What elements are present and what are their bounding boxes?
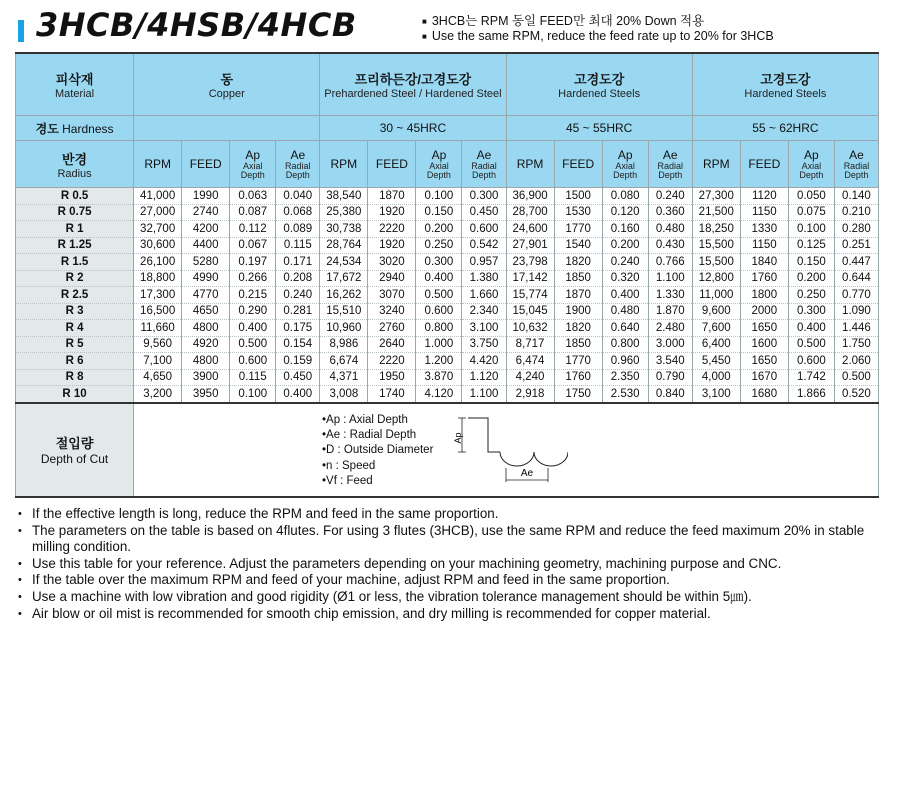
depth-legend	[322, 413, 433, 489]
value-cell: 0.150	[416, 204, 462, 221]
value-cell: 1900	[554, 303, 602, 320]
value-cell: 18,800	[134, 270, 182, 287]
value-cell: 0.159	[276, 353, 320, 370]
value-cell: 4400	[182, 237, 230, 254]
value-cell: 2760	[368, 320, 416, 337]
value-cell: 4,650	[134, 369, 182, 386]
value-cell: 2.350	[602, 369, 648, 386]
value-cell: 1.120	[462, 369, 506, 386]
subheader-rpm: RPM	[134, 141, 182, 188]
value-cell: 0.080	[602, 188, 648, 205]
value-cell: 0.447	[834, 254, 878, 271]
value-cell: 1.380	[462, 270, 506, 287]
value-cell: 4,000	[692, 369, 740, 386]
value-cell: 0.400	[230, 320, 276, 337]
value-cell: 4.420	[462, 353, 506, 370]
legend-item: • Ap : Axial Depth	[322, 413, 433, 428]
value-cell: 0.171	[276, 254, 320, 271]
value-cell: 17,300	[134, 287, 182, 304]
value-cell: 1770	[554, 353, 602, 370]
value-cell: 1870	[368, 188, 416, 205]
hardness-45-55: 45 ~ 55HRC	[506, 116, 692, 141]
value-cell: 0.050	[788, 188, 834, 205]
subheader-ap: Ap Axial Depth	[788, 141, 834, 188]
subheader-rpm: RPM	[692, 141, 740, 188]
value-cell: 0.320	[602, 270, 648, 287]
value-cell: 0.957	[462, 254, 506, 271]
value-cell: 0.063	[230, 188, 276, 205]
value-cell: 3020	[368, 254, 416, 271]
radius-cell: R 2	[16, 270, 134, 287]
value-cell: 1820	[554, 254, 602, 271]
value-cell: 0.068	[276, 204, 320, 221]
radius-cell: R 3	[16, 303, 134, 320]
value-cell: 3,008	[320, 386, 368, 403]
table-row	[16, 270, 879, 287]
table-row	[16, 386, 879, 403]
value-cell: 4770	[182, 287, 230, 304]
value-cell: 4650	[182, 303, 230, 320]
value-cell: 0.240	[602, 254, 648, 271]
value-cell: 0.480	[648, 221, 692, 238]
value-cell: 0.125	[788, 237, 834, 254]
value-cell: 0.115	[276, 237, 320, 254]
value-cell: 1530	[554, 204, 602, 221]
value-cell: 27,901	[506, 237, 554, 254]
radius-cell: R 4	[16, 320, 134, 337]
value-cell: 4800	[182, 353, 230, 370]
value-cell: 6,674	[320, 353, 368, 370]
table-row	[16, 287, 879, 304]
value-cell: 11,000	[692, 287, 740, 304]
value-cell: 1950	[368, 369, 416, 386]
value-cell: 11,660	[134, 320, 182, 337]
value-cell: 1920	[368, 204, 416, 221]
value-cell: 1.330	[648, 287, 692, 304]
value-cell: 1750	[554, 386, 602, 403]
table-row	[16, 336, 879, 353]
value-cell: 0.115	[230, 369, 276, 386]
subheader-ae: Ae Radial Depth	[648, 141, 692, 188]
radius-cell: R 6	[16, 353, 134, 370]
value-cell: 0.450	[276, 369, 320, 386]
subheader-rpm: RPM	[506, 141, 554, 188]
subheader-feed: FEED	[368, 141, 416, 188]
radius-cell: R 1.5	[16, 254, 134, 271]
value-cell: 0.360	[648, 204, 692, 221]
value-cell: 0.112	[230, 221, 276, 238]
material-prehardened: 프리하든강/고경도강 Prehardened Steel / Hardened Steel	[320, 53, 506, 116]
subheader-ap: Ap Axial Depth	[416, 141, 462, 188]
value-cell: 8,986	[320, 336, 368, 353]
value-cell: 0.240	[276, 287, 320, 304]
value-cell: 9,560	[134, 336, 182, 353]
value-cell: 0.120	[602, 204, 648, 221]
value-cell: 4,240	[506, 369, 554, 386]
value-cell: 0.040	[276, 188, 320, 205]
value-cell: 1820	[554, 320, 602, 337]
value-cell: 9,600	[692, 303, 740, 320]
value-cell: 0.210	[834, 204, 878, 221]
value-cell: 0.400	[788, 320, 834, 337]
value-cell: 1990	[182, 188, 230, 205]
value-cell: 41,000	[134, 188, 182, 205]
value-cell: 10,632	[506, 320, 554, 337]
value-cell: 0.160	[602, 221, 648, 238]
value-cell: 28,764	[320, 237, 368, 254]
value-cell: 4.120	[416, 386, 462, 403]
value-cell: 1770	[554, 221, 602, 238]
note-item: • Air blow or oil mist is recommended for smooth chip emission, and dry milling is recommended for copper material.	[18, 606, 888, 623]
value-cell: 3950	[182, 386, 230, 403]
value-cell: 7,100	[134, 353, 182, 370]
subheader-ae: Ae Radial Depth	[462, 141, 506, 188]
value-cell: 25,380	[320, 204, 368, 221]
value-cell: 24,534	[320, 254, 368, 271]
value-cell: 0.300	[416, 254, 462, 271]
value-cell: 3.540	[648, 353, 692, 370]
value-cell: 0.281	[276, 303, 320, 320]
note-item: • If the effective length is long, reduce the RPM and feed in the same proportion.	[18, 506, 888, 523]
value-cell: 0.800	[602, 336, 648, 353]
value-cell: 1.750	[834, 336, 878, 353]
value-cell: 38,540	[320, 188, 368, 205]
legend-item: • n : Speed	[322, 459, 433, 474]
value-cell: 24,600	[506, 221, 554, 238]
subheader-rpm: RPM	[320, 141, 368, 188]
value-cell: 3900	[182, 369, 230, 386]
value-cell: 1740	[368, 386, 416, 403]
hardness-30-45: 30 ~ 45HRC	[320, 116, 506, 141]
value-cell: 0.600	[788, 353, 834, 370]
value-cell: 2220	[368, 221, 416, 238]
value-cell: 1150	[740, 237, 788, 254]
value-cell: 1.090	[834, 303, 878, 320]
value-cell: 2.530	[602, 386, 648, 403]
value-cell: 1120	[740, 188, 788, 205]
table-row	[16, 188, 879, 205]
value-cell: 1.870	[648, 303, 692, 320]
header-note-ko: ■ 3HCB는 RPM 동일 FEED만 최대 20% Down 적용	[422, 14, 774, 29]
value-cell: 16,500	[134, 303, 182, 320]
note-item: • If the table over the maximum RPM and feed of your machine, adjust RPM and feed in the same proportion.	[18, 572, 888, 589]
table-row	[16, 353, 879, 370]
depth-of-cut-label: 절입량 Depth of Cut	[16, 403, 134, 497]
value-cell: 0.640	[602, 320, 648, 337]
value-cell: 0.450	[462, 204, 506, 221]
legend-item: • Vf : Feed	[322, 474, 433, 489]
radius-cell: R 10	[16, 386, 134, 403]
note-item: • The parameters on the table is based on 4flutes. For using 3 flutes (3HCB), use the same RPM and reduce the feed maximum 20% in stable milling condition.	[18, 523, 888, 556]
value-cell: 0.500	[834, 369, 878, 386]
value-cell: 3,200	[134, 386, 182, 403]
value-cell: 3070	[368, 287, 416, 304]
radius-cell: R 5	[16, 336, 134, 353]
value-cell: 0.208	[276, 270, 320, 287]
value-cell: 0.200	[788, 270, 834, 287]
header-note-en: ■ Use the same RPM, reduce the feed rate up to 20% for 3HCB	[422, 29, 774, 44]
value-cell: 0.300	[462, 188, 506, 205]
value-cell: 0.400	[602, 287, 648, 304]
value-cell: 0.089	[276, 221, 320, 238]
value-cell: 0.200	[416, 221, 462, 238]
material-copper: 동 Copper	[134, 53, 320, 116]
value-cell: 1840	[740, 254, 788, 271]
value-cell: 0.150	[788, 254, 834, 271]
subheader-feed: FEED	[182, 141, 230, 188]
subheader-feed: FEED	[740, 141, 788, 188]
value-cell: 1.742	[788, 369, 834, 386]
note-item: • Use a machine with low vibration and good rigidity (Ø1 or less, the vibration tolerance management should be within 5㎛).	[18, 589, 888, 606]
radius-cell: R 0.75	[16, 204, 134, 221]
value-cell: 1650	[740, 353, 788, 370]
value-cell: 15,774	[506, 287, 554, 304]
radius-cell: R 1	[16, 221, 134, 238]
value-cell: 8,717	[506, 336, 554, 353]
value-cell: 1800	[740, 287, 788, 304]
value-cell: 0.400	[416, 270, 462, 287]
value-cell: 0.240	[648, 188, 692, 205]
value-cell: 0.266	[230, 270, 276, 287]
value-cell: 0.542	[462, 237, 506, 254]
radius-cell: R 2.5	[16, 287, 134, 304]
material-hardened-45: 고경도강 Hardened Steels	[506, 53, 692, 116]
value-cell: 15,500	[692, 237, 740, 254]
value-cell: 3,100	[692, 386, 740, 403]
value-cell: 15,045	[506, 303, 554, 320]
value-cell: 1150	[740, 204, 788, 221]
hardness-header: 경도 Hardness	[16, 116, 134, 141]
value-cell: 0.290	[230, 303, 276, 320]
value-cell: 1760	[740, 270, 788, 287]
subheader-feed: FEED	[554, 141, 602, 188]
value-cell: 1920	[368, 237, 416, 254]
value-cell: 0.600	[230, 353, 276, 370]
value-cell: 3.750	[462, 336, 506, 353]
value-cell: 17,672	[320, 270, 368, 287]
value-cell: 1650	[740, 320, 788, 337]
value-cell: 0.215	[230, 287, 276, 304]
value-cell: 0.087	[230, 204, 276, 221]
value-cell: 1330	[740, 221, 788, 238]
value-cell: 0.100	[788, 221, 834, 238]
value-cell: 4800	[182, 320, 230, 337]
value-cell: 5280	[182, 254, 230, 271]
radius-cell: R 1.25	[16, 237, 134, 254]
value-cell: 2000	[740, 303, 788, 320]
value-cell: 2940	[368, 270, 416, 287]
value-cell: 1.000	[416, 336, 462, 353]
value-cell: 1.866	[788, 386, 834, 403]
value-cell: 0.800	[416, 320, 462, 337]
value-cell: 1540	[554, 237, 602, 254]
value-cell: 0.200	[602, 237, 648, 254]
value-cell: 6,400	[692, 336, 740, 353]
value-cell: 2.060	[834, 353, 878, 370]
value-cell: 5,450	[692, 353, 740, 370]
value-cell: 0.067	[230, 237, 276, 254]
legend-item: • D : Outside Diameter	[322, 443, 433, 458]
legend-item: • Ae : Radial Depth	[322, 428, 433, 443]
value-cell: 4920	[182, 336, 230, 353]
radius-header: 반경 Radius	[16, 141, 134, 188]
header-notes	[422, 14, 774, 44]
value-cell: 0.500	[230, 336, 276, 353]
value-cell: 6,474	[506, 353, 554, 370]
value-cell: 0.600	[462, 221, 506, 238]
value-cell: 0.154	[276, 336, 320, 353]
value-cell: 0.250	[416, 237, 462, 254]
value-cell: 17,142	[506, 270, 554, 287]
value-cell: 1.100	[462, 386, 506, 403]
value-cell: 1850	[554, 270, 602, 287]
value-cell: 18,250	[692, 221, 740, 238]
value-cell: 0.100	[230, 386, 276, 403]
table-row	[16, 369, 879, 386]
value-cell: 3.100	[462, 320, 506, 337]
value-cell: 0.251	[834, 237, 878, 254]
value-cell: 0.480	[602, 303, 648, 320]
table-row	[16, 204, 879, 221]
value-cell: 2220	[368, 353, 416, 370]
value-cell: 1500	[554, 188, 602, 205]
value-cell: 16,262	[320, 287, 368, 304]
material-hardened-55: 고경도강 Hardened Steels	[692, 53, 878, 116]
value-cell: 30,738	[320, 221, 368, 238]
value-cell: 2740	[182, 204, 230, 221]
value-cell: 7,600	[692, 320, 740, 337]
value-cell: 27,000	[134, 204, 182, 221]
value-cell: 1.446	[834, 320, 878, 337]
value-cell: 0.500	[416, 287, 462, 304]
subheader-ae: Ae Radial Depth	[276, 141, 320, 188]
value-cell: 0.100	[416, 188, 462, 205]
value-cell: 3.870	[416, 369, 462, 386]
subheader-ae: Ae Radial Depth	[834, 141, 878, 188]
value-cell: 4,371	[320, 369, 368, 386]
depth-of-cut-diagram	[448, 410, 568, 492]
value-cell: 2.340	[462, 303, 506, 320]
ap-label: Ap	[453, 432, 463, 444]
value-cell: 0.300	[788, 303, 834, 320]
value-cell: 0.960	[602, 353, 648, 370]
value-cell: 0.600	[416, 303, 462, 320]
table-row	[16, 254, 879, 271]
value-cell: 4200	[182, 221, 230, 238]
value-cell: 1.660	[462, 287, 506, 304]
value-cell: 10,960	[320, 320, 368, 337]
value-cell: 1.200	[416, 353, 462, 370]
note-item: • Use this table for your reference. Adjust the parameters depending on your machining geometry, machining purpose and CNC.	[18, 556, 888, 573]
subheader-ap: Ap Axial Depth	[230, 141, 276, 188]
value-cell: 3240	[368, 303, 416, 320]
value-cell: 15,510	[320, 303, 368, 320]
value-cell: 21,500	[692, 204, 740, 221]
value-cell: 2,918	[506, 386, 554, 403]
value-cell: 0.197	[230, 254, 276, 271]
value-cell: 1670	[740, 369, 788, 386]
value-cell: 2.480	[648, 320, 692, 337]
subheader-ap: Ap Axial Depth	[602, 141, 648, 188]
usage-notes	[18, 506, 888, 622]
value-cell: 15,500	[692, 254, 740, 271]
value-cell: 0.140	[834, 188, 878, 205]
value-cell: 3.000	[648, 336, 692, 353]
radius-cell: R 8	[16, 369, 134, 386]
value-cell: 0.766	[648, 254, 692, 271]
value-cell: 0.520	[834, 386, 878, 403]
hardness-copper	[134, 116, 320, 141]
value-cell: 27,300	[692, 188, 740, 205]
value-cell: 23,798	[506, 254, 554, 271]
value-cell: 0.790	[648, 369, 692, 386]
value-cell: 1.100	[648, 270, 692, 287]
page-title: 3HCB/4HSB/4HCB	[36, 6, 357, 44]
value-cell: 0.400	[276, 386, 320, 403]
value-cell: 1870	[554, 287, 602, 304]
table-row	[16, 303, 879, 320]
radius-cell: R 0.5	[16, 188, 134, 205]
cutting-conditions-table	[15, 52, 879, 498]
value-cell: 2640	[368, 336, 416, 353]
value-cell: 1680	[740, 386, 788, 403]
title-accent-bar	[18, 20, 24, 42]
value-cell: 32,700	[134, 221, 182, 238]
value-cell: 1760	[554, 369, 602, 386]
value-cell: 26,100	[134, 254, 182, 271]
value-cell: 0.280	[834, 221, 878, 238]
value-cell: 0.075	[788, 204, 834, 221]
value-cell: 4990	[182, 270, 230, 287]
value-cell: 12,800	[692, 270, 740, 287]
ae-label: Ae	[520, 468, 534, 479]
table-row	[16, 221, 879, 238]
table-row	[16, 237, 879, 254]
value-cell: 1850	[554, 336, 602, 353]
value-cell: 36,900	[506, 188, 554, 205]
value-cell: 0.770	[834, 287, 878, 304]
value-cell: 28,700	[506, 204, 554, 221]
material-header: 피삭재 Material	[16, 53, 134, 116]
value-cell: 0.430	[648, 237, 692, 254]
table-row	[16, 320, 879, 337]
value-cell: 0.175	[276, 320, 320, 337]
value-cell: 0.840	[648, 386, 692, 403]
value-cell: 0.500	[788, 336, 834, 353]
value-cell: 0.644	[834, 270, 878, 287]
value-cell: 30,600	[134, 237, 182, 254]
hardness-55-62: 55 ~ 62HRC	[692, 116, 878, 141]
value-cell: 1600	[740, 336, 788, 353]
value-cell: 0.250	[788, 287, 834, 304]
